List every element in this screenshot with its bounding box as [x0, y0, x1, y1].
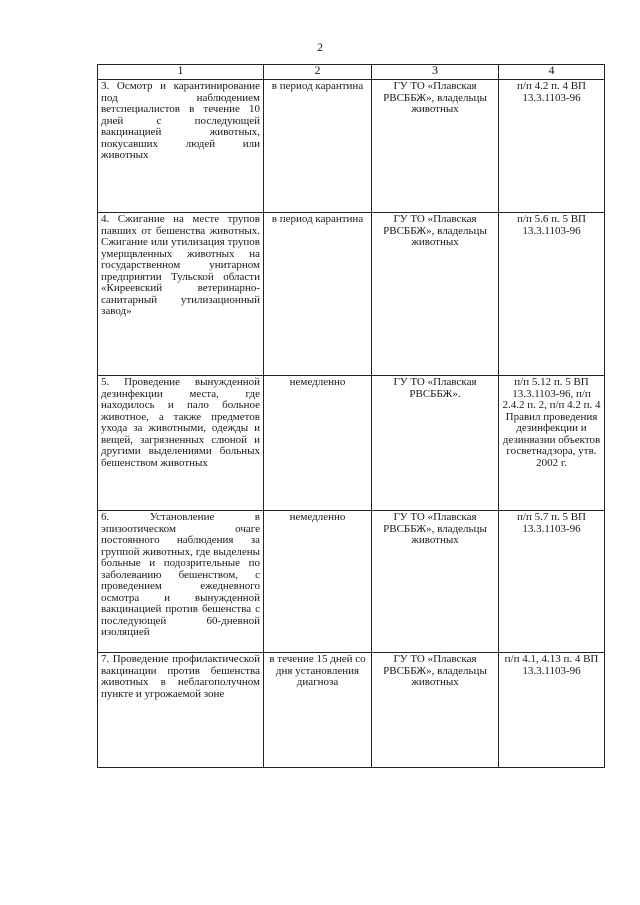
- measure-cell: 3. Осмотр и карантинирование под наблюдением ветспециалистов в течение 10 дней с последующей вакцинацией животных, покусавших людей или животных: [98, 80, 264, 213]
- responsible-cell: ГУ ТО «Плавская РВСББЖ», владельцы животных: [372, 653, 499, 768]
- measure-cell: 4. Сжигание на месте трупов павших от бешенства животных. Сжигание или утилизация трупов умерщвленных животных на государственном унитарном предприятии Тульской области «Киреевский ветеринарно-санитарный утилизационный завод»: [98, 213, 264, 376]
- table-row: [98, 511, 605, 653]
- timing-cell: немедленно: [264, 376, 372, 511]
- table-header-row: [98, 65, 605, 80]
- column-header-4: 4: [499, 65, 605, 80]
- table-row: [98, 213, 605, 376]
- column-header-1: 1: [98, 65, 264, 80]
- responsible-cell: ГУ ТО «Плавская РВСББЖ», владельцы животных: [372, 80, 499, 213]
- reference-cell: п/п 5.6 п. 5 ВП 13.3.1103-96: [499, 213, 605, 376]
- reference-cell: п/п 4.2 п. 4 ВП 13.3.1103-96: [499, 80, 605, 213]
- reference-cell: п/п 5.12 п. 5 ВП 13.3.1103-96, п/п 2.4.2 п. 2, п/п 4.2 п. 4 Правил проведения дезинфекции и дезинвазии объектов госветнадзора, утв. 2002 г.: [499, 376, 605, 511]
- column-header-3: 3: [372, 65, 499, 80]
- timing-cell: в течение 15 дней со дня установления диагноза: [264, 653, 372, 768]
- timing-cell: в период карантина: [264, 213, 372, 376]
- page-number: 2: [317, 40, 323, 54]
- measure-cell: 5. Проведение вынужденной дезинфекции места, где находилось и пало больное животное, а также предметов ухода за животными, одежды и вещей, загрязненных слюной и другими выделениями больных бешенством животных: [98, 376, 264, 511]
- reference-cell: п/п 4.1, 4.13 п. 4 ВП 13.3.1103-96: [499, 653, 605, 768]
- timing-cell: в период карантина: [264, 80, 372, 213]
- measure-cell: 7. Проведение профилактической вакцинации против бешенства животных в неблагополучном пункте и угрожаемой зоне: [98, 653, 264, 768]
- reference-cell: п/п 5.7 п. 5 ВП 13.3.1103-96: [499, 511, 605, 653]
- responsible-cell: ГУ ТО «Плавская РВСББЖ», владельцы животных: [372, 511, 499, 653]
- column-header-2: 2: [264, 65, 372, 80]
- measures-table: [97, 64, 605, 768]
- measure-cell: 6. Установление в эпизоотическом очаге постоянного наблюдения за группой животных, где выделены больные и подозрительные по заболеванию бешенством, с проведением ежедневного осмотра и вынужденной вакцинацией против бешенства с последующей 60-дневной изоляцией: [98, 511, 264, 653]
- table-row: [98, 80, 605, 213]
- timing-cell: немедленно: [264, 511, 372, 653]
- responsible-cell: ГУ ТО «Плавская РВСББЖ».: [372, 376, 499, 511]
- table-row: [98, 376, 605, 511]
- table-row: [98, 653, 605, 768]
- responsible-cell: ГУ ТО «Плавская РВСББЖ», владельцы животных: [372, 213, 499, 376]
